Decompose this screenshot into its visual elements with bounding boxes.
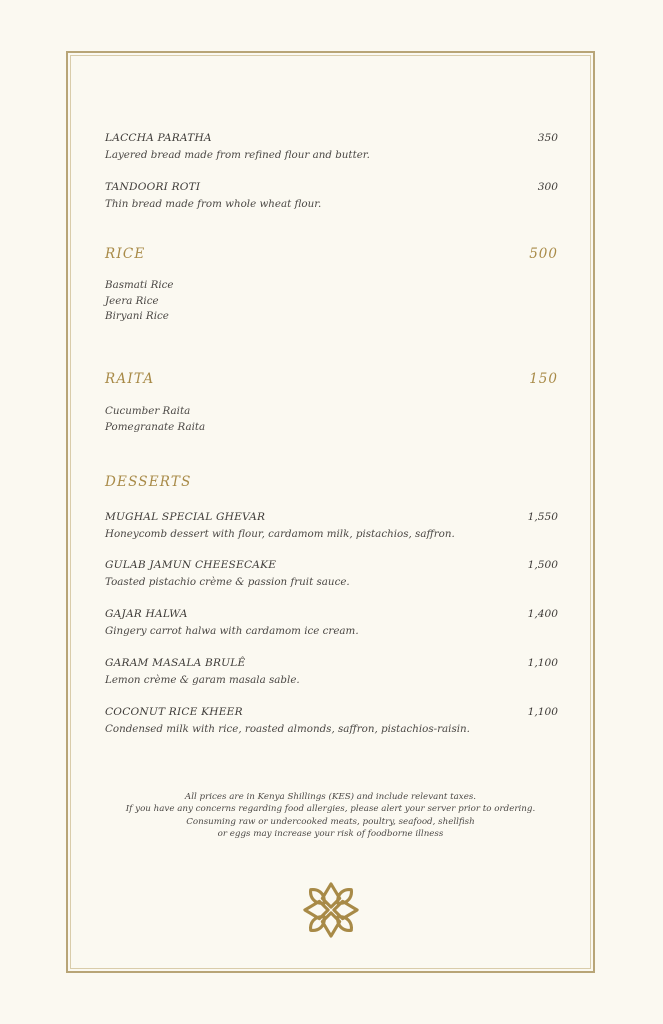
- section-price: 500: [529, 246, 558, 262]
- item-name: TANDOORI ROTI: [105, 181, 201, 193]
- item-price: 1,500: [527, 559, 558, 571]
- menu-item-gulab-jamun-cheesecake: [105, 559, 558, 588]
- footer-line: If you have any concerns regarding food allergies, please alert your server prior to ordering.: [125, 804, 536, 815]
- list-item: Basmati Rice: [105, 279, 174, 291]
- item-price: 1,100: [527, 706, 558, 718]
- item-name: COCONUT RICE KHEER: [105, 706, 243, 718]
- item-name: GAJAR HALWA: [105, 608, 188, 620]
- menu-item-laccha-paratha: [105, 132, 558, 161]
- lotus-emblem-icon: [302, 881, 360, 939]
- section-title: DESSERTS: [105, 474, 192, 490]
- footer-line: or eggs may increase your risk of foodborne illness: [217, 828, 444, 839]
- footer-line: All prices are in Kenya Shillings (KES) and include relevant taxes.: [184, 792, 477, 802]
- item-name: GARAM MASALA BRULÊ: [105, 657, 246, 669]
- section-rice: [105, 246, 558, 262]
- item-name: LACCHA PARATHA: [105, 132, 212, 144]
- item-description: Lemon crème & garam masala sable.: [105, 674, 300, 686]
- menu-item-gajar-halwa: [105, 608, 558, 637]
- section-raita: [105, 371, 558, 387]
- menu-item-coconut-rice-kheer: [105, 706, 558, 735]
- item-price: 1,550: [527, 511, 558, 523]
- list-item: Cucumber Raita: [105, 405, 191, 417]
- raita-options: [105, 404, 205, 435]
- rice-options: [105, 278, 174, 325]
- item-description: Gingery carrot halwa with cardamom ice cream.: [105, 625, 359, 637]
- item-description: Toasted pistachio crème & passion fruit sauce.: [105, 576, 350, 588]
- list-item: Jeera Rice: [105, 294, 159, 307]
- item-description: Thin bread made from whole wheat flour.: [105, 198, 322, 210]
- item-description: Layered bread made from refined flour and butter.: [105, 149, 370, 161]
- footer-line: Consuming raw or undercooked meats, poultry, seafood, shellfish: [186, 816, 475, 827]
- section-title: RICE: [105, 246, 146, 262]
- section-title: RAITA: [105, 371, 155, 387]
- section-desserts: [105, 474, 558, 490]
- menu-item-garam-masala-brule: [105, 657, 558, 686]
- item-price: 1,100: [527, 657, 558, 669]
- menu-item-ghevar: [105, 511, 558, 540]
- item-price: 1,400: [527, 608, 558, 620]
- item-name: GULAB JAMUN CHEESECAKE: [105, 559, 277, 571]
- footer-disclaimer: [66, 791, 595, 840]
- item-price: 350: [537, 132, 558, 144]
- list-item: Pomegranate Raita: [105, 420, 206, 433]
- menu-item-tandoori-roti: [105, 181, 558, 210]
- list-item: Biryani Rice: [105, 310, 169, 322]
- item-price: 300: [537, 181, 558, 193]
- section-price: 150: [529, 371, 558, 387]
- item-name: MUGHAL SPECIAL GHEVAR: [105, 511, 266, 523]
- item-description: Condensed milk with rice, roasted almonds, saffron, pistachios-raisin.: [105, 723, 470, 735]
- item-description: Honeycomb dessert with flour, cardamom milk, pistachios, saffron.: [105, 528, 455, 540]
